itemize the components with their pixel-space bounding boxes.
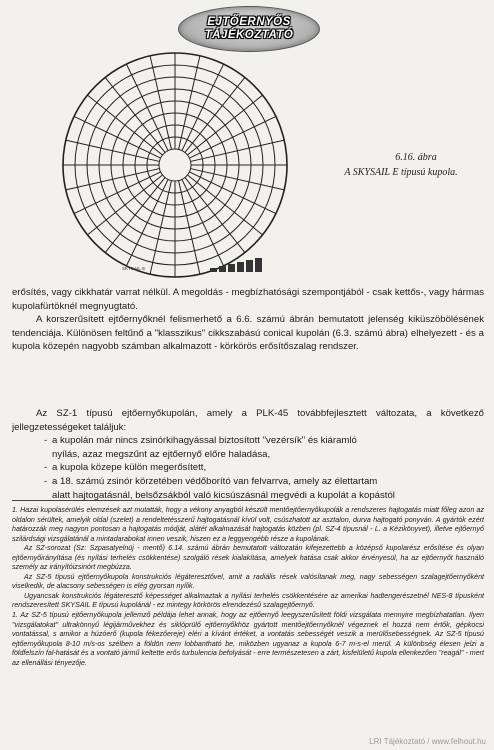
canopy-radial-seam bbox=[105, 77, 165, 152]
feature-item: - a 18. számú zsinór körzetében védőborító van felvarrva, amely az élettartam bbox=[12, 475, 484, 489]
footnote-divider bbox=[12, 500, 282, 501]
canopy-radial-seam bbox=[188, 95, 263, 155]
canopy-radial-seam bbox=[188, 175, 263, 235]
paragraph-1: erősítés, vagy cikkhatár varrat nélkül. A megoldás - megbízhatósági szempontjából - csak kettős-, vagy hármas kupolafürtöknél megnyugtató. bbox=[12, 287, 484, 312]
features-intro: Az SZ-1 típusú ejtőernyőkupolán, amely a PLK-45 továbbfejlesztett változata, a következő jellegzetességeket találjuk: bbox=[12, 408, 484, 433]
footnote: 1. Hazai kupolasérülés elemzések azt mutatták, hogy a vékony anyagból készült mentőejtőernyőkupolák a rendszeres hajtogatás miatt főleg azon az oldalon sérültek, amelyik oldal (szelet) a rendeltetésszerű hajtogatásnál kívül volt, csúszhatott az asztalon, durva hajtogató ponyván. A gyártók ezért határozzák meg nagyon pontosan a hajtogatás módját, alátét alkalmazását hajtogatás közben (pl. SZ-4 típusnál - L. a Kézikönyvet), illetve ejtőernyő szilárdsági vizsgálatánál a mintadarabokat innen veszik, hiszen ez a leggyengébb része a kupolának. bbox=[12, 506, 484, 543]
scale-bar-segment bbox=[255, 258, 262, 272]
badge-line-2: TÁJÉKOZTATÓ bbox=[204, 29, 294, 41]
features-list bbox=[12, 434, 484, 502]
scale-bar-segment bbox=[210, 268, 217, 272]
feature-item-continued: alatt hajtogatásnál, belsőzsákból való kicsúszásnál megvédi a kupolát a kopástól bbox=[52, 489, 395, 501]
footnote: Az SZ-sorozat (Sz: Szpasatyelnüj - mentő) 6.14. számú ábrán bemutatott változatán kifejezettebb a középső kupolarész erősítése és olyan ejtőernyőirányítása (és nyílási terhelés csökkentése) szolgáló rések kialakítása, amelyek hatása csak akkor érvényesül, ha az ejtőernyőt használó személy az irányítóizsinórt megbúzza. bbox=[12, 544, 484, 572]
canopy-radial-seam bbox=[185, 77, 245, 152]
scale-bar-segment bbox=[246, 260, 253, 272]
figure-title: A SKYSAIL E típusú kupola. bbox=[344, 167, 458, 178]
scale-bar-segment bbox=[219, 266, 226, 272]
publication-badge bbox=[178, 6, 320, 52]
canopy-radial-seam bbox=[87, 175, 162, 235]
feature-item: - a kupola közepe külön megerősített, bbox=[12, 461, 484, 475]
scale-bar-segment bbox=[228, 264, 235, 272]
figure-caption bbox=[316, 150, 486, 180]
footnote: Ugyancsak konstrukciós légáteresztő képességet alkalmaztak a nyílási terhelés csökkentésére az amerikai hadtengerészetnél NES-8 típusként rendszeresített SKYSAIL E típusú kupolánál - ez mintegy körkörös elrendezésű szalagejtőernyő. bbox=[12, 591, 484, 610]
figure-number: 6.16. ábra bbox=[395, 152, 437, 163]
badge-line-1: EJTŐERNYŐS bbox=[207, 16, 291, 28]
feature-item: - a kupolán már nincs zsinórkihagyással biztosított "vezérsík" és kiáramló bbox=[12, 434, 484, 448]
footnote: Az SZ-5 típusú ejtőernyőkupola konstrukciós légáteresztővel, amit a radiális rések valósítanak meg, nagy sebességen szalagejtőernyőként viselkedik, de alacsony sebességen is elég gyorsan nyílik. bbox=[12, 572, 484, 591]
skysail-canopy-diagram bbox=[60, 50, 290, 280]
footnotes bbox=[12, 506, 484, 668]
scale-bar-segment bbox=[237, 262, 244, 272]
diagram-scale-label: SKYSAIL·E bbox=[122, 266, 146, 271]
feature-item-continued: nyílás, azaz megszűnt az ejtőernyő előre haladása, bbox=[52, 448, 271, 460]
canopy-ring bbox=[159, 149, 191, 181]
canopy-radial-seam bbox=[185, 178, 245, 253]
paragraph-2: A korszerűsített ejtőernyőknél felismerhető a 6.6. számú ábrán bemutatott jelenség kiküszöbölésének tendenciája. Különösen feltűnő a "klasszikus" cikkszabású conical kupolán (6.3. számú ábra) elhelyezett - és a kupola közepén nagyobb számban alkalmazott - körkörös erősítőszalag rendszer. bbox=[12, 314, 484, 353]
canopy-radial-seam bbox=[87, 95, 162, 155]
canopy-radial-seam bbox=[105, 178, 165, 253]
page-footer: LRI Tájékoztató / www.felhout.hu bbox=[369, 737, 486, 746]
footnote: 1. Az SZ-5 típusú ejtőernyőkupola jellemző példája lehet annak, hogy az ejtőernyő leegyszerűsített földi vizsgálata mennyire megbízhatatlan. Ilyen "vizsgálatokat" ultrakönnyű légijárművekhez és siklóprülő ejtőernyőkhöz gyártott mentőejtőernyőknél végeznek el hozzá nem értők, gépkocsi vontatással, s amikor a húzóerő (kupola fékezőereje) eléri a kívánt értéket, a vontatás sebességét veszik a merülősebességnek. Az SZ-5 típusú ejtőernyőkupola 8-10 m/s-os szélben a földön nem lobbantható be, miközben ugyanaz a kupola 6-7 m-s-el merül. A különbség élesen jelzi a földfelszín fal-hatását és a vontató jármű keltette erős turbulencia befolyását - erre természetesen a zárt, kisfelületű kupola ellenkezően "reagál" - mert az ellenállási tényezője. bbox=[12, 611, 484, 667]
features-block bbox=[12, 407, 484, 502]
